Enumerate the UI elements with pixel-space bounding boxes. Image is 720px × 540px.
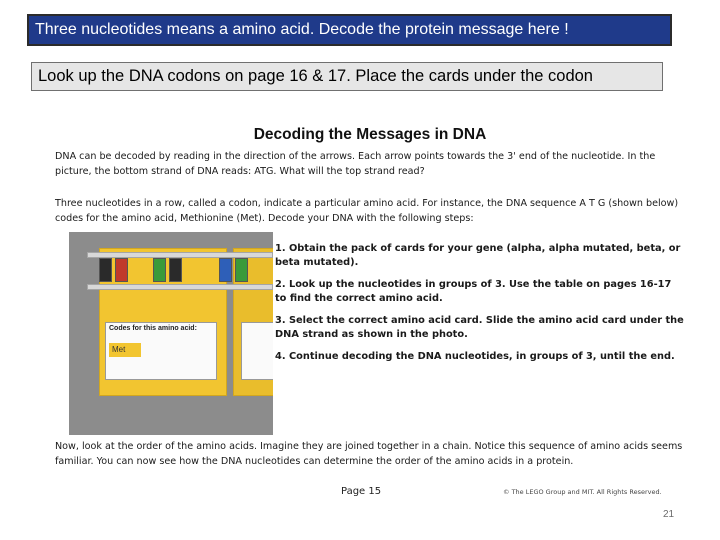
step-1: 1. Obtain the pack of cards for your gene (alpha, alpha mutated, beta, or beta mutated). (275, 243, 681, 268)
intro-paragraph: DNA can be decoded by reading in the direction of the arrows. Each arrow points towards the 3' end of the nucleotide. In the picture, the bottom strand of DNA reads: ATG. What will the top strand read? (55, 151, 656, 177)
instruction-box: Look up the DNA codons on page 16 & 17. Place the cards under the codon (31, 62, 663, 91)
nucleotide-block (153, 258, 166, 282)
step-3: 3. Select the correct amino acid card. Slide the amino acid card under the DNA strand as shown in the photo. (275, 315, 684, 340)
nucleotide-block (99, 258, 112, 282)
nucleotide-block (219, 258, 232, 282)
step-4: 4. Continue decoding the DNA nucleotides, in groups of 3, until the end. (275, 351, 675, 362)
nucleotide-block (169, 258, 182, 282)
codon-paragraph: Three nucleotides in a row, called a codon, indicate a particular amino acid. For instance, the DNA sequence A T G (shown below) codes for the amino acid, Methionine (Met). Decode your DNA with the following steps: (55, 198, 679, 224)
copyright-notice: © The LEGO Group and MIT. All Rights Reserved. (503, 488, 662, 496)
worksheet-title: Decoding the Messages in DNA (253, 126, 487, 143)
worksheet-page-image (45, 118, 695, 506)
dna-strand-bottom (87, 284, 273, 290)
banner-title: Three nucleotides means a amino acid. Decode the protein message here ! (27, 14, 672, 46)
amino-card-label: Codes for this amino acid: (109, 325, 197, 332)
conclusion-paragraph: Now, look at the order of the amino acids. Imagine they are joined together in a chain. Notice this sequence of amino acids seems familiar. You can now see how the DNA nucleotides can determine the order of the amino acids in a protein. (55, 441, 683, 467)
amino-acid-card (105, 322, 217, 380)
amino-acid-card-second (241, 322, 273, 380)
slide-number: 21 (663, 509, 675, 520)
worksheet-page-number: Page 15 (341, 486, 382, 497)
amino-acid-name: Met (109, 343, 141, 357)
nucleotide-block (115, 258, 128, 282)
nucleotide-block (235, 258, 248, 282)
dna-model-photo (69, 232, 273, 435)
steps-list (275, 242, 685, 373)
step-2: 2. Look up the nucleotides in groups of 3. Use the table on pages 16-17 to find the correct amino acid. (275, 279, 672, 304)
